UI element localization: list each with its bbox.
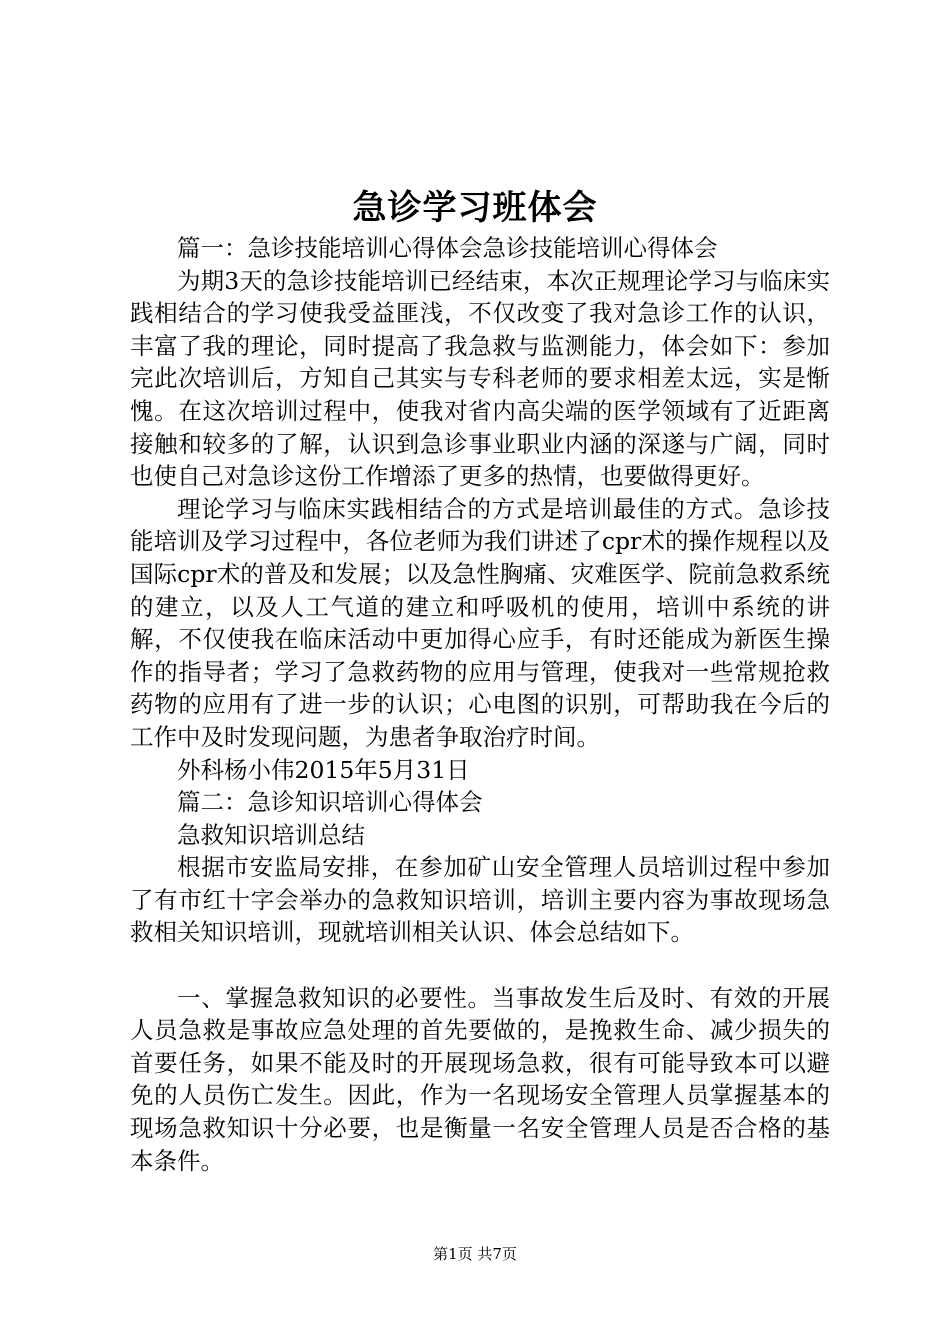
paragraph: 理论学习与临床实践相结合的方式是培训最佳的方式。急诊技能培训及学习过程中，各位老师为我们讲述了cpr术的操作规程以及国际cpr术的普及和发展；以及急性胸痛、灾难医学、院前急救系统的建立，以及人工气道的建立和呼吸机的使用，培训中系统的讲解，不仅使我在临床活动中更加得心应手，有时还能成为新医生操作的指导者；学习了急救药物的应用与管理，使我对一些常规抢救药物的应用有了进一步的认识；心电图的识别，可帮助我在今后的工作中及时发现问题，为患者争取治疗时间。 — [130, 494, 830, 751]
paragraph: 为期3天的急诊技能培训已经结束，本次正规理论学习与临床实践相结合的学习使我受益匪浅，不仅改变了我对急诊工作的认识，丰富了我的理论，同时提高了我急救与监测能力，体会如下：参加完此次培训后，方知自己其实与专科老师的要求相差太远，实是惭愧。在这次培训过程中，使我对省内高尖端的医学领域有了近距离接触和较多的了解，认识到急诊事业职业内涵的深遂与广阔，同时也使自己对急诊这份工作增添了更多的热情，也要做得更好。 — [130, 266, 830, 491]
paragraph: 根据市安监局安排，在参加矿山安全管理人员培训过程中参加了有市红十字会举办的急救知识培训，培训主要内容为事故现场急救相关知识培训，现就培训相关认识、体会总结如下。 — [130, 853, 830, 947]
section-heading-1: 篇一：急诊技能培训心得体会急诊技能培训心得体会 — [177, 234, 718, 262]
section-heading-2: 篇二：急诊知识培训心得体会 — [177, 788, 483, 817]
page-footer: 第1页 共7页 — [433, 1245, 517, 1263]
paragraph: 一、掌握急救知识的必要性。当事故发生后及时、有效的开展人员急救是事故应急处理的首先要做的，是挽救生命、减少损失的首要任务，如果不能及时的开展现场急救，很有可能导致本可以避免的人员伤亡发生。因此，作为一名现场安全管理人员掌握基本的现场急救知识十分必要，也是衡量一名安全管理人员是否合格的基本条件。 — [130, 983, 830, 1175]
blank-line — [130, 949, 830, 982]
signature-line: 外科杨小伟2015年5月31日 — [177, 755, 470, 784]
subheading: 急救知识培训总结 — [177, 820, 365, 849]
document-title: 急诊学习班体会 — [352, 188, 598, 228]
document-body — [130, 232, 830, 1177]
